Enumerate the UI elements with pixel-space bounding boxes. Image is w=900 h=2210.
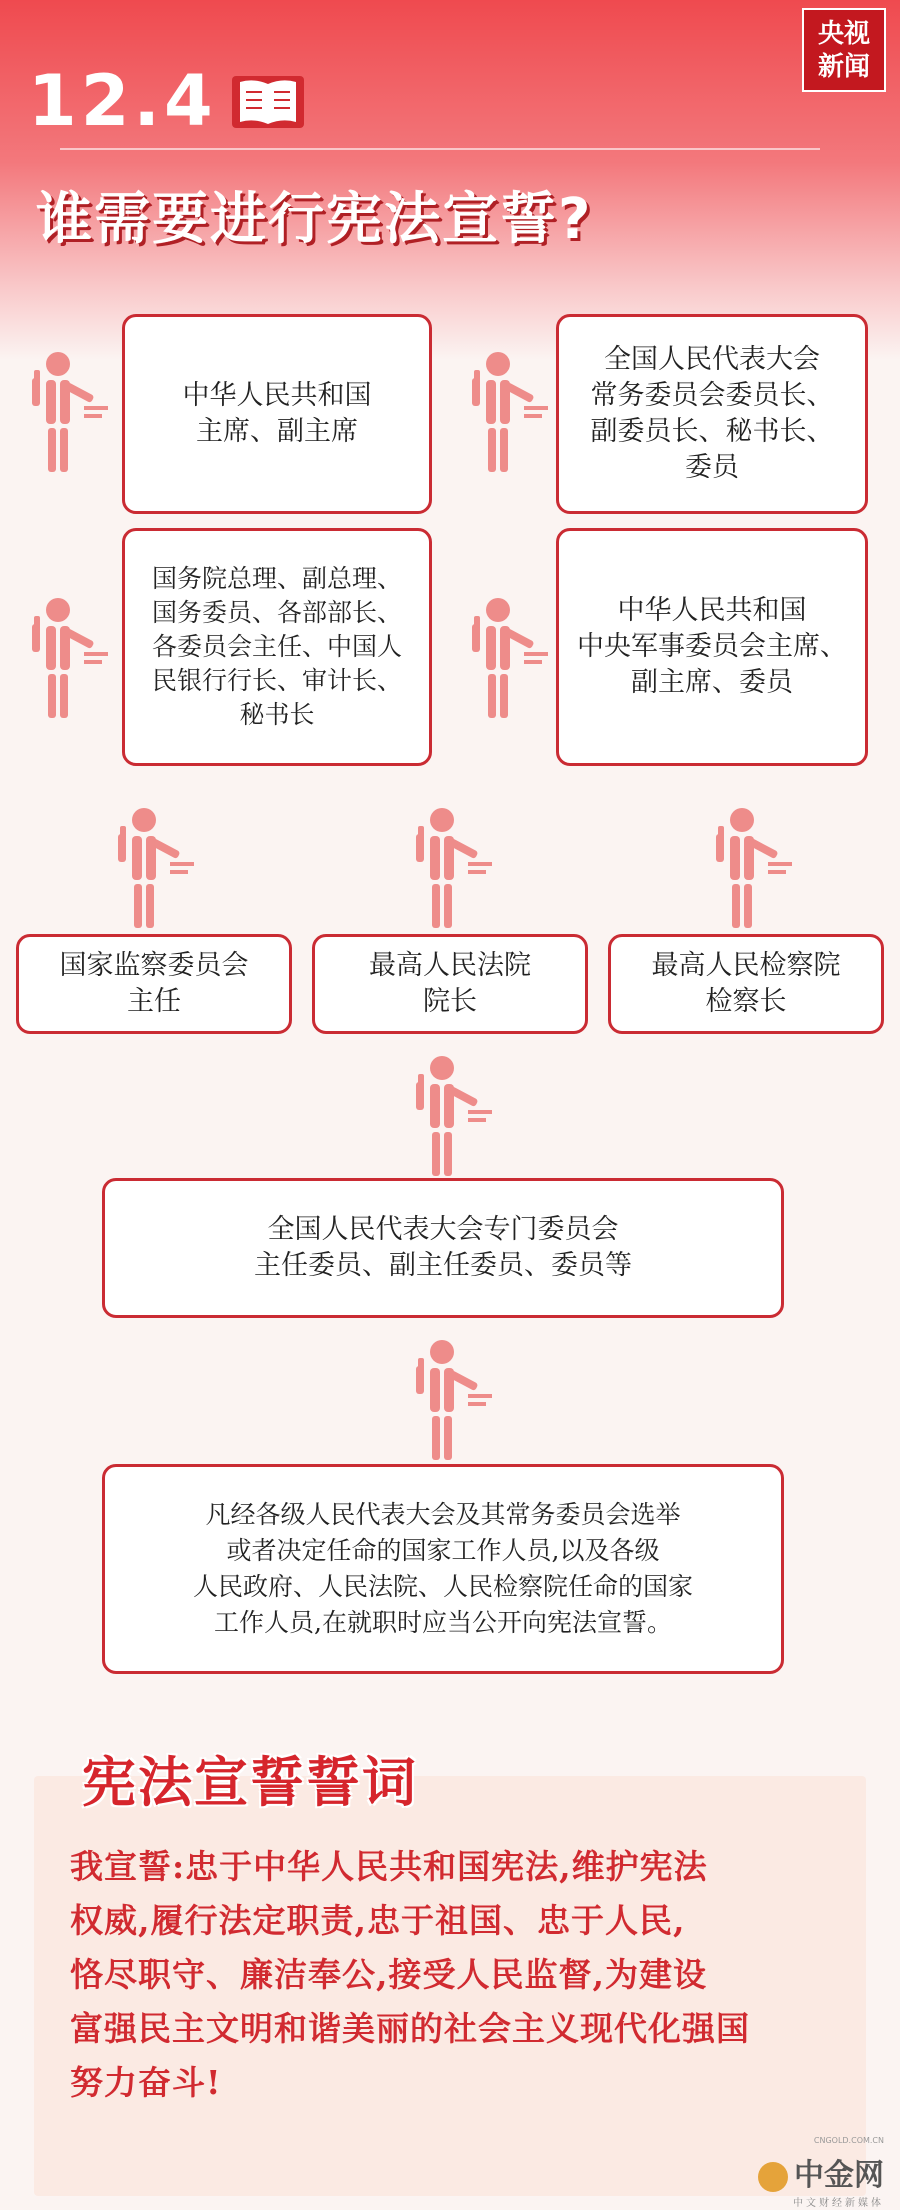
watermark bbox=[758, 2136, 884, 2209]
box-state-council-text: 国务院总理、副总理、 国务委员、各部部长、 各委员会主任、中国人 民银行行长、审计长、 秘书长 bbox=[151, 564, 402, 729]
oath-person-icon bbox=[466, 596, 556, 722]
box-npcsc bbox=[556, 314, 868, 514]
box-president bbox=[122, 314, 432, 514]
watermark-name bbox=[758, 2150, 884, 2194]
box-procuratorate bbox=[608, 934, 884, 1034]
oath-person-icon bbox=[112, 806, 202, 932]
oath-person-icon bbox=[410, 1338, 500, 1464]
box-court bbox=[312, 934, 588, 1034]
book-icon bbox=[230, 70, 306, 132]
box-npcsc-text: 全国人民代表大会 常务委员会委员长、 副委员长、秘书长、 委员 bbox=[590, 344, 834, 483]
oath-person-icon bbox=[410, 1054, 500, 1180]
watermark-domain: CNGOLD.COM.CN bbox=[813, 2136, 884, 2145]
oath-person-icon bbox=[26, 350, 116, 476]
box-special-committees bbox=[102, 1178, 784, 1318]
box-cmc-text: 中华人民共和国 中央军事委员会主席、 副主席、委员 bbox=[577, 595, 847, 698]
box-cmc bbox=[556, 528, 868, 766]
oath-person-icon bbox=[466, 350, 556, 476]
oath-title: 宪法宣誓誓词 bbox=[82, 1751, 418, 1814]
box-procuratorate-text: 最高人民检察院 检察长 bbox=[651, 950, 841, 1017]
watermark-logo-icon bbox=[758, 2162, 788, 2192]
header-divider bbox=[60, 148, 820, 150]
box-state-council bbox=[122, 528, 432, 766]
box-supervision-text: 国家监察委员会 主任 bbox=[59, 950, 249, 1017]
box-court-text: 最高人民法院 院长 bbox=[369, 950, 531, 1017]
box-president-text: 中华人民共和国 主席、副主席 bbox=[182, 380, 372, 447]
box-all-officials-text: 凡经各级人民代表大会及其常务委员会选举 或者决定任命的国家工作人员,以及各级 人民政府、人民法院、人民检察院任命的国家 工作人员,在就职时应当公开向宪法宣誓。 bbox=[192, 1500, 693, 1637]
oath-text: 我宣誓:忠于中华人民共和国宪法,维护宪法 权威,履行法定职责,忠于祖国、忠于人民, 恪尽职守、廉洁奉公,接受人民监督,为建设 富强民主文明和谐美丽的社会主义现代化强国 努力奋斗! bbox=[70, 1847, 750, 2102]
brand-line-1: 央视 bbox=[817, 19, 870, 49]
oath-person-icon bbox=[710, 806, 800, 932]
oath-person-icon bbox=[410, 806, 500, 932]
cctv-news-logo bbox=[802, 8, 886, 92]
watermark-name-text: 中金网 bbox=[794, 2158, 884, 2193]
box-special-committees-text: 全国人民代表大会专门委员会 主任委员、副主任委员、委员等 bbox=[254, 1214, 632, 1281]
watermark-subtitle: 中文财经新媒体 bbox=[793, 2198, 884, 2209]
box-supervision bbox=[16, 934, 292, 1034]
oath-person-icon bbox=[26, 596, 116, 722]
page-title: 谁需要进行宪法宣誓? bbox=[36, 187, 593, 252]
brand-line-2: 新闻 bbox=[817, 52, 870, 82]
box-all-officials bbox=[102, 1464, 784, 1674]
date-label: 12.4 bbox=[28, 60, 217, 142]
